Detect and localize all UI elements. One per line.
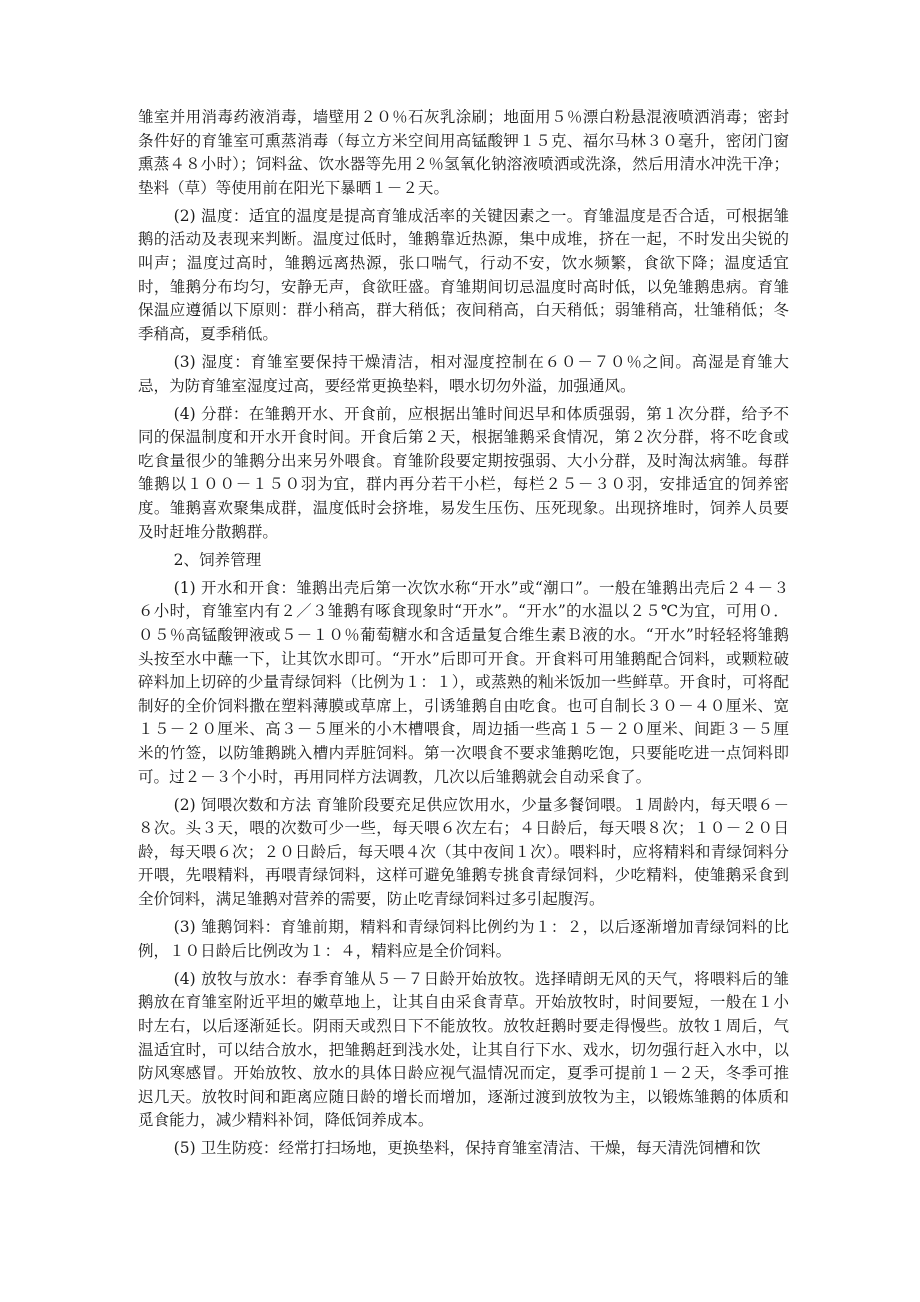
paragraph-feeding-frequency: (2) 饲喂次数和方法 育雏阶段要充足供应饮用水，少量多餐饲喂。１周龄内，每天喂６－８次。头３天，喂的次数可少一些，每天喂６次左右；４日龄后，每天喂８次；１０－２０日龄，每天喂６次；２０日龄后，每天喂４次（其中夜间１次）。喂料时，应将精料和青绿饲料分开喂，先喂精料，再喂青绿饲料，这样可避免雏鹅专挑食青绿饲料，少吃精料，使雏鹅采食到全价饲料，满足雏鹅对营养的需要，防止吃青绿饲料过多引起腹泻。 — [138, 795, 789, 908]
paragraph-temperature: (2) 温度：适宜的温度是提高育雏成活率的关键因素之一。育雏温度是否合适，可根据雏鹅的活动及表现来判断。温度过低时，雏鹅靠近热源，集中成堆，挤在一起，不时发出尖锐的叫声；温度过高时，雏鹅远离热源，张口喘气，行动不安，饮水频繁，食欲下降；温度适宜时，雏鹅分布均匀，安静无声，食欲旺盛。育雏期间切忌温度时高时低，以免雏鹅患病。育雏保温应遵循以下原则：群小稍高，群大稍低；夜间稍高，白天稍低；弱雏稍高，壮雏稍低；冬季稍高，夏季稍低。 — [138, 206, 789, 343]
paragraph-humidity: (3) 湿度：育雏室要保持干燥清洁，相对湿度控制在６０－７０％之间。高湿是育雏大忌，为防育雏室湿度过高，要经常更换垫料，喂水切勿外溢，加强通风。 — [138, 352, 789, 395]
paragraph-first-water-and-feed: (1) 开水和开食：雏鹅出壳后第一次饮水称“开水”或“潮口”。一般在雏鹅出壳后２４－３６小时，育雏室内有２／３雏鹅有啄食现象时“开水”。“开水”的水温以２５℃为宜，可用０．０５％高锰酸钾液或５－１０％葡萄糖水和含适量复合维生素Ｂ液的水。“开水”时轻轻将雏鹅头按至水中蘸一下，让其饮水即可。“开水”后即可开食。开食料可用雏鹅配合饲料，或颗粒破碎料加上切碎的少量青绿饲料（比例为１：１），或蒸熟的籼米饭加一些鲜草。开食时，可将配制好的全价饲料撒在塑料薄膜或草席上，引诱雏鹅自由吃食。也可自制长３０－４０厘米、宽１５－２０厘米、高３－５厘米的小木槽喂食，周边插一些高１５－２０厘米、间距３－５厘米的竹签，以防雏鹅跳入槽内弄脏饲料。第一次喂食不要求雏鹅吃饱，只要能吃进一点饲料即可。过２－３个小时，再用同样方法调教，几次以后雏鹅就会自动采食了。 — [138, 578, 789, 786]
paragraph-hygiene: (5) 卫生防疫：经常打扫场地，更换垫料，保持育雏室清洁、干燥，每天清洗饲槽和饮 — [173, 1139, 761, 1158]
paragraph-grouping: (4) 分群：在雏鹅开水、开食前，应根据出雏时间迟早和体质强弱，第１次分群，给予不同的保温制度和开水开食时间。开食后第２天，根据雏鹅采食情况，第２次分群，将不吃食或吃食量很少的雏鹅分出来另外喂食。育雏阶段要定期按强弱、大小分群，及时淘汰病雏。每群雏鹅以１００－１５０羽为宜，群内再分若干小栏，每栏２５－３０羽，安排适宜的饲养密度。雏鹅喜欢聚集成群，温度低时会挤堆，易发生压伤、压死现象。出现挤堆时，饲养人员要及时赶堆分散鹅群。 — [138, 404, 789, 541]
paragraph-disinfection-continued: 雏室并用消毒药液消毒，墙壁用２０％石灰乳涂刷；地面用５％漂白粉悬混液喷洒消毒；密封条件好的育雏室可熏蒸消毒（每立方米空间用高锰酸钾１５克、福尔马林３０毫升，密闭门窗熏蒸４８小时）；饲料盆、饮水器等先用２％氢氧化钠溶液喷洒或洗涤，然后用清水冲洗干净；垫料（草）等使用前在阳光下暴晒１－２天。 — [138, 108, 789, 197]
document-body — [138, 106, 789, 1166]
paragraph-grazing-and-water: (4) 放牧与放水：春季育雏从５－７日龄开始放牧。选择晴朗无风的天气，将喂料后的雏鹅放在育雏室附近平坦的嫩草地上，让其自由采食青草。开始放牧时，时间要短，一般在１小时左右，以后逐渐延长。阴雨天或烈日下不能放牧。放牧赶鹅时要走得慢些。放牧１周后，气温适宜时，可以结合放水，把雏鹅赶到浅水处，让其自行下水、戏水，切勿强行赶入水中，以防风寒感冒。开始放牧、放水的具体日龄应视气温情况而定，夏季可提前１－２天，冬季可推迟几天。放牧时间和距离应随日龄的增长而增加，逐渐过渡到放牧为主，以锻炼雏鹅的体质和觅食能力，减少精料补饲，降低饲养成本。 — [138, 969, 789, 1130]
paragraph-gosling-feed: (3) 雏鹅饲料：育雏前期，精料和青绿饲料比例约为１：２，以后逐渐增加青绿饲料的比例，１０日龄后比例改为１：４，精料应是全价饲料。 — [138, 918, 789, 960]
section-heading-feeding-management: 2、饲养管理 — [173, 550, 262, 569]
